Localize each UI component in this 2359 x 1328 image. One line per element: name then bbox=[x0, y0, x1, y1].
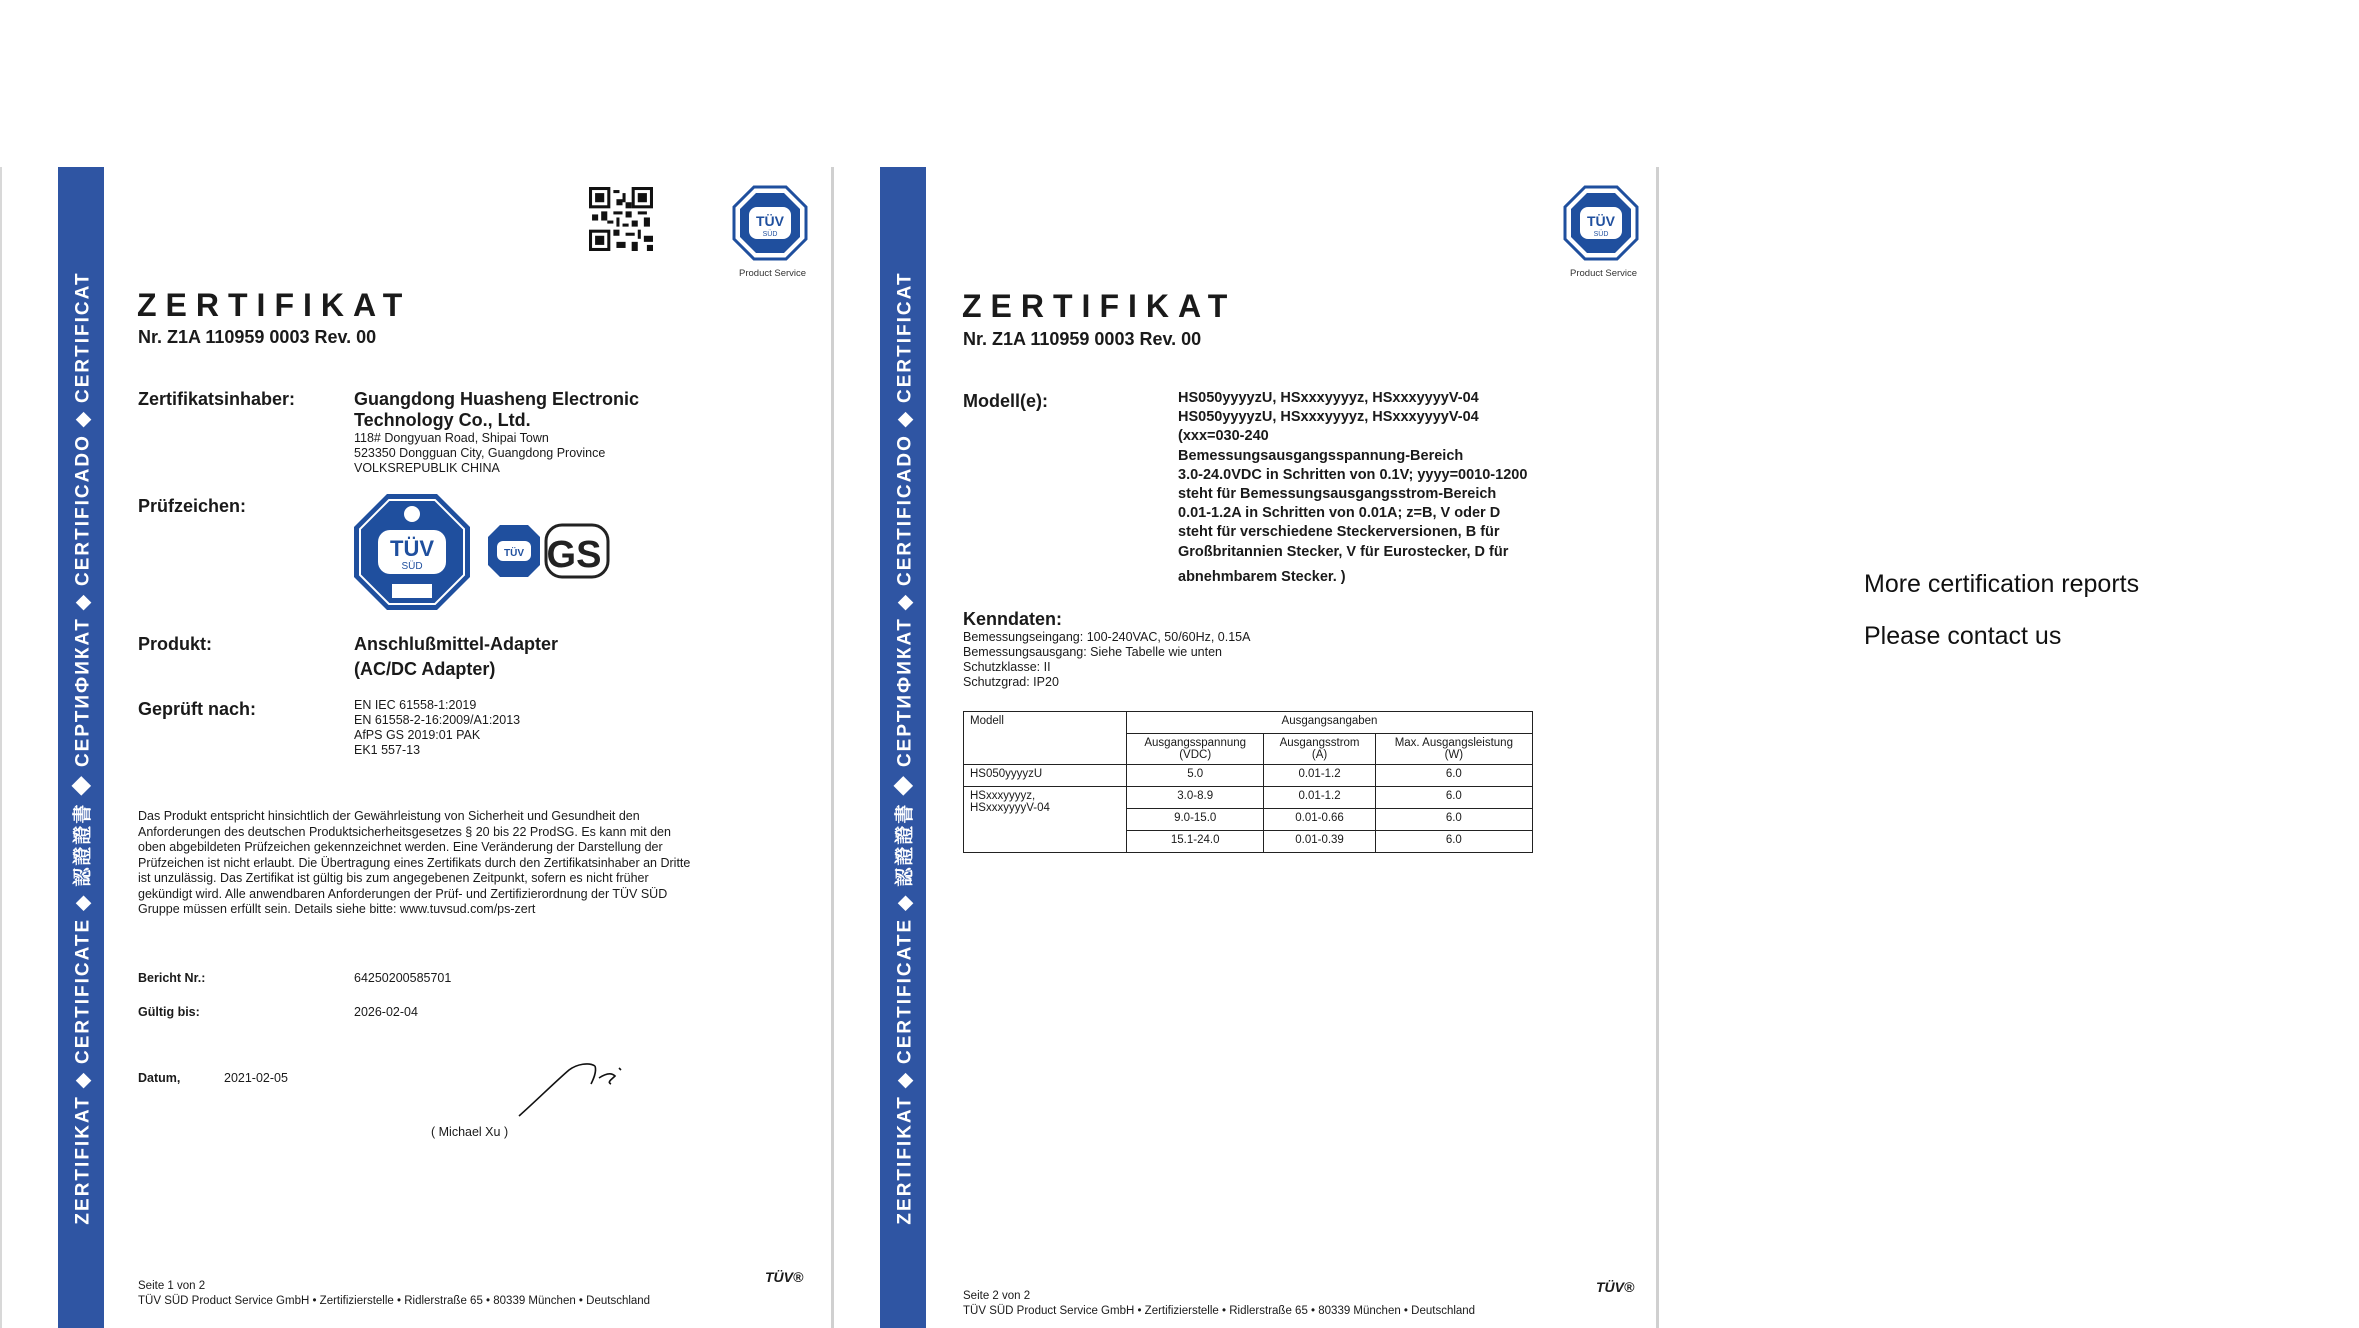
report-label: Bericht Nr.: bbox=[138, 971, 206, 985]
table-header-row bbox=[964, 712, 1533, 734]
output-spec-table bbox=[963, 711, 1533, 853]
valid-value: 2026-02-04 bbox=[354, 1005, 418, 1019]
cell-current: 0.01-1.2 bbox=[1264, 787, 1375, 809]
header-current: Ausgangsstrom (A) bbox=[1264, 734, 1375, 765]
model-line: HS050yyyyzU, HSxxxyyyyz, HSxxxyyyyV-04 bbox=[1178, 390, 1479, 406]
model-line: abnehmbarem Stecker. ) bbox=[1178, 568, 1346, 585]
table-row bbox=[964, 765, 1533, 787]
model-line: HS050yyyyzU, HSxxxyyyyz, HSxxxyyyyV-04 bbox=[1178, 409, 1479, 426]
tested-label: Geprüft nach: bbox=[138, 699, 257, 719]
model-line: (xxx=030-240 bbox=[1178, 428, 1269, 445]
svg-text:SÜD: SÜD bbox=[762, 231, 778, 238]
paragraph-line: Gruppe müssen erfüllt sein. Details siehe bitte: www.tuvsud.com/ps-zert bbox=[138, 902, 536, 916]
key-data-line: Bemessungsausgang: Siehe Tabelle wie unten bbox=[963, 645, 1222, 659]
svg-text:TÜV: TÜV bbox=[756, 213, 784, 229]
test-mark-label: Prüfzeichen: bbox=[138, 496, 247, 516]
report-value: 64250200585701 bbox=[354, 971, 452, 985]
holder-label: Zertifikatsinhaber: bbox=[138, 389, 296, 409]
paragraph-line: Anforderungen des deutschen Produktsicherheitsgesetzes § 20 bis 22 ProdSG. Es kann mit den bbox=[138, 824, 671, 839]
product-line1: Anschlußmittel-Adapter bbox=[354, 634, 559, 654]
gs-mark-icon bbox=[486, 523, 610, 579]
standards-list bbox=[354, 698, 520, 758]
sidebar-text: ZERTIFIKAT ◆ CERTIFICATE ◆ 認證證書 ◆ СЕРТИФИКАТ ◆ CERTIFICADO ◆ CERTIFICAT bbox=[894, 270, 916, 1225]
cell-model: HSxxxyyyyz, HSxxxyyyyV-04 bbox=[964, 787, 1127, 853]
certificate-title: ZERTIFIKAT bbox=[137, 287, 412, 323]
model-text bbox=[1178, 389, 1527, 587]
svg-text:GS: GS bbox=[546, 534, 602, 576]
standard-item: EN IEC 61558-1:2019 bbox=[354, 698, 477, 712]
model-line: steht für verschiedene Steckerversionen, B für bbox=[1178, 524, 1500, 541]
header-power: Max. Ausgangsleistung (W) bbox=[1375, 734, 1532, 765]
certificate-sidebar bbox=[58, 167, 104, 1328]
cell-power: 6.0 bbox=[1375, 765, 1532, 787]
model-line: steht für Bemessungsausgangsstrom-Bereich bbox=[1178, 486, 1497, 503]
model-line: Großbritannien Stecker, V für Eurostecker, D für bbox=[1178, 543, 1509, 560]
date-value: 2021-02-05 bbox=[224, 1071, 288, 1085]
cell-power: 6.0 bbox=[1375, 787, 1532, 809]
product-label: Produkt: bbox=[138, 634, 212, 654]
key-data-line: Schutzklasse: II bbox=[963, 660, 1051, 674]
side-note-line2: Please contact us bbox=[1864, 622, 2062, 650]
svg-text:TÜV: TÜV bbox=[390, 536, 434, 561]
certificate-page-1 bbox=[0, 167, 834, 1328]
holder-name-line1: Guangdong Huasheng Electronic bbox=[354, 389, 640, 409]
cell-voltage: 9.0-15.0 bbox=[1127, 809, 1264, 831]
key-data-label: Kenndaten: bbox=[963, 609, 1062, 629]
model-line: 3.0-24.0VDC in Schritten von 0.1V; yyyy=0010-1200 bbox=[1178, 466, 1528, 483]
tuv-sud-logo-icon bbox=[732, 185, 808, 261]
header-model: Modell bbox=[964, 712, 1127, 765]
brand-caption: Product Service bbox=[739, 268, 807, 279]
signatory-name: ( Michael Xu ) bbox=[431, 1125, 509, 1139]
cell-voltage: 3.0-8.9 bbox=[1127, 787, 1264, 809]
cell-current: 0.01-0.66 bbox=[1264, 809, 1375, 831]
standard-item: AfPS GS 2019:01 PAK bbox=[354, 728, 481, 742]
certificate-title: ZERTIFIKAT bbox=[962, 288, 1237, 324]
key-data bbox=[963, 630, 1250, 690]
cell-current: 0.01-0.39 bbox=[1264, 831, 1375, 853]
svg-text:SÜD: SÜD bbox=[1593, 231, 1609, 238]
paragraph-line: Das Produkt entspricht hinsichtlich der Gewährleistung von Sicherheit und Gesundheit den bbox=[138, 809, 640, 823]
model-label: Modell(e): bbox=[963, 391, 1048, 411]
table-row bbox=[964, 787, 1533, 809]
certificate-number: Nr. Z1A 110959 0003 Rev. 00 bbox=[963, 329, 1202, 349]
svg-text:TÜV: TÜV bbox=[504, 548, 524, 559]
legal-paragraph bbox=[138, 809, 763, 918]
standard-item: EN 61558-2-16:2009/A1:2013 bbox=[354, 713, 521, 727]
paragraph-line: oben abgebildeten Prüfzeichen gekennzeichnet werden. Eine Veränderung der Darstellung der bbox=[138, 840, 663, 854]
tuv-safety-mark-icon bbox=[352, 492, 472, 612]
svg-text:SÜD: SÜD bbox=[401, 561, 423, 572]
cell-voltage: 15.1-24.0 bbox=[1127, 831, 1264, 853]
paragraph-line: ist unzulässig. Das Zertifikat ist gültig bis zum angegebenen Zeitpunkt, sofern es nicht früher bbox=[138, 871, 649, 885]
signature-icon bbox=[507, 1060, 632, 1120]
valid-label: Gültig bis: bbox=[138, 1005, 200, 1019]
cell-model: HS050yyyyzU bbox=[964, 765, 1127, 787]
header-output-group: Ausgangsangaben bbox=[1127, 712, 1533, 734]
address-line: VOLKSREPUBLIK CHINA bbox=[354, 461, 500, 475]
standard-item: EK1 557-13 bbox=[354, 743, 421, 757]
key-data-line: Schutzgrad: IP20 bbox=[963, 675, 1059, 689]
product-line2: (AC/DC Adapter) bbox=[354, 659, 496, 679]
brand-caption: Product Service bbox=[1570, 268, 1638, 279]
tuv-sud-logo-icon bbox=[1563, 185, 1639, 261]
cell-power: 6.0 bbox=[1375, 831, 1532, 853]
holder-name-line2: Technology Co., Ltd. bbox=[354, 410, 531, 430]
paragraph-line: gekündigt wird. Alle anwendbaren Anforderungen der Prüf- und Zertifizierordnung der TÜV SÜD bbox=[138, 886, 668, 901]
date-label: Datum, bbox=[138, 1071, 181, 1085]
certificate-number: Nr. Z1A 110959 0003 Rev. 00 bbox=[138, 327, 377, 347]
cell-power: 6.0 bbox=[1375, 809, 1532, 831]
svg-text:TÜV: TÜV bbox=[1587, 213, 1615, 229]
qr-code-icon bbox=[589, 187, 653, 251]
key-data-line: Bemessungseingang: 100-240VAC, 50/60Hz, 0.15A bbox=[963, 630, 1251, 644]
model-line: Bemessungsausgangsspannung-Bereich bbox=[1178, 447, 1464, 464]
cell-voltage: 5.0 bbox=[1127, 765, 1264, 787]
footer-logo: TÜV® bbox=[1596, 1279, 1635, 1295]
holder-address bbox=[354, 431, 605, 476]
paragraph-line: Prüfzeichen ist nicht erlaubt. Die Übertragung eines Zertifikats durch den Zertifikatsinhaber an Dritte bbox=[138, 855, 691, 870]
page-of: Seite 1 von 2 bbox=[138, 1280, 206, 1292]
model-line: 0.01-1.2A in Schritten von 0.01A; z=B, V oder D bbox=[1178, 505, 1501, 522]
cell-current: 0.01-1.2 bbox=[1264, 765, 1375, 787]
certificate-page-2 bbox=[880, 167, 1659, 1328]
side-note-line1: More certification reports bbox=[1864, 570, 2140, 598]
sidebar-text: ZERTIFIKAT ◆ CERTIFICATE ◆ 認證證書 ◆ СЕРТИФИКАТ ◆ CERTIFICADO ◆ CERTIFICAT bbox=[72, 270, 94, 1225]
footer-text: TÜV SÜD Product Service GmbH • Zertifizierstelle • Ridlerstraße 65 • 80339 München • Deutschland bbox=[138, 1295, 651, 1307]
page-of: Seite 2 von 2 bbox=[963, 1290, 1031, 1302]
footer-logo: TÜV® bbox=[765, 1269, 804, 1285]
header-voltage: Ausgangsspannung (VDC) bbox=[1127, 734, 1264, 765]
address-line: 118# Dongyuan Road, Shipai Town bbox=[354, 431, 549, 445]
footer-text: TÜV SÜD Product Service GmbH • Zertifizierstelle • Ridlerstraße 65 • 80339 München • Deutschland bbox=[963, 1305, 1476, 1317]
certificate-sidebar bbox=[880, 167, 926, 1328]
address-line: 523350 Dongguan City, Guangdong Province bbox=[354, 446, 606, 460]
